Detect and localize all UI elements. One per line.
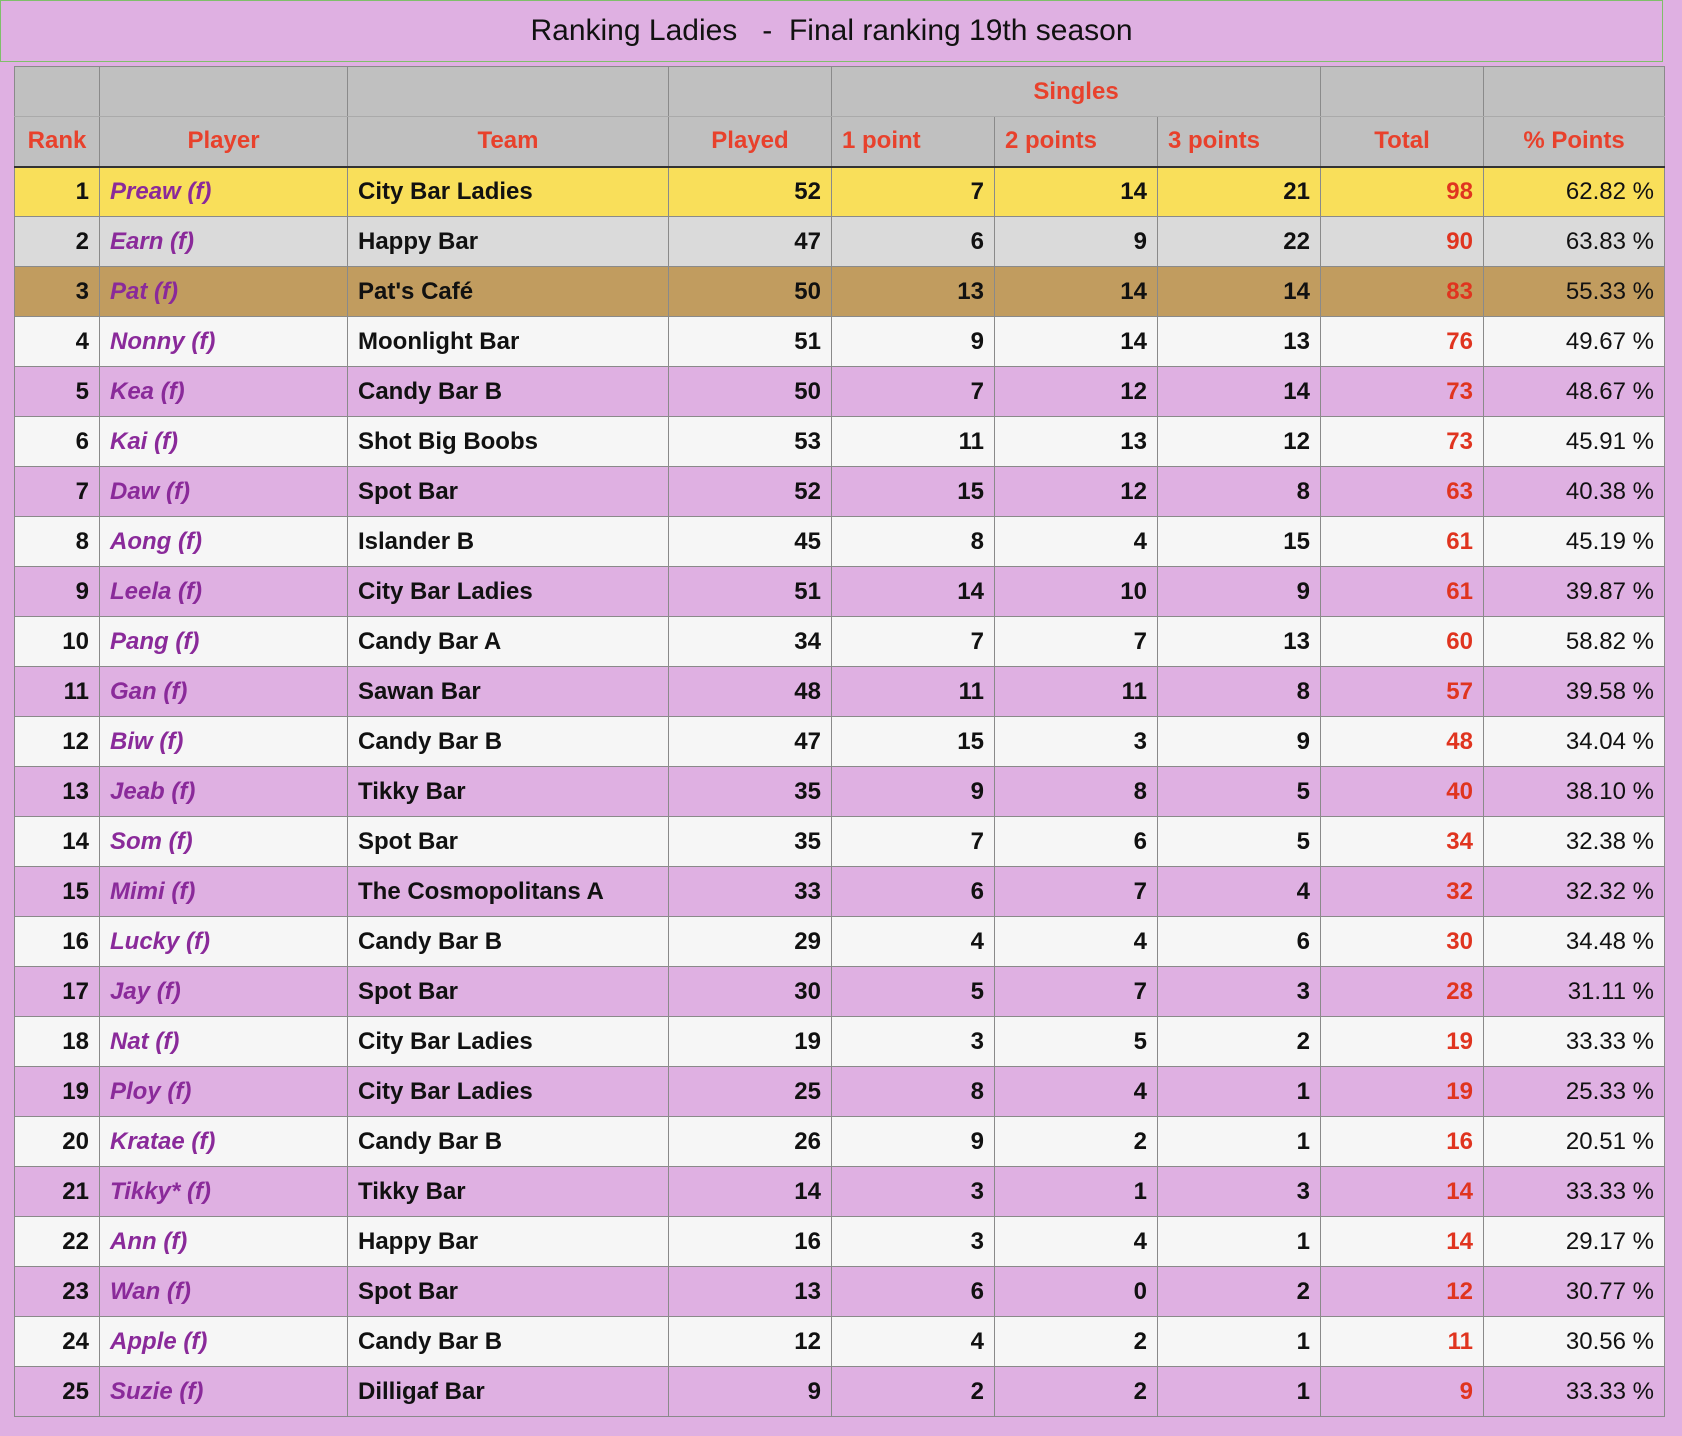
total-cell: 76 xyxy=(1321,317,1484,367)
total-cell: 12 xyxy=(1321,1267,1484,1317)
table-row[interactable] xyxy=(15,1167,1665,1217)
player-cell: Wan (f) xyxy=(100,1267,348,1317)
player-cell: Kai (f) xyxy=(100,417,348,467)
three-points-cell: 3 xyxy=(1158,1167,1321,1217)
pct-points-cell: 33.33 % xyxy=(1484,1167,1665,1217)
team-cell: Tikky Bar xyxy=(348,767,669,817)
one-point-cell: 7 xyxy=(832,817,995,867)
two-points-cell: 7 xyxy=(995,867,1158,917)
page-title: Ranking Ladies - Final ranking 19th season xyxy=(0,0,1663,62)
header-player[interactable]: Player xyxy=(100,117,348,167)
played-cell: 35 xyxy=(669,817,832,867)
two-points-cell: 12 xyxy=(995,467,1158,517)
table-row[interactable] xyxy=(15,467,1665,517)
header-blank xyxy=(1321,67,1484,117)
player-cell: Biw (f) xyxy=(100,717,348,767)
one-point-cell: 11 xyxy=(832,667,995,717)
one-point-cell: 8 xyxy=(832,517,995,567)
rank-cell: 3 xyxy=(15,267,100,317)
team-cell: Spot Bar xyxy=(348,817,669,867)
three-points-cell: 1 xyxy=(1158,1067,1321,1117)
table-row[interactable] xyxy=(15,167,1665,217)
header-played[interactable]: Played xyxy=(669,117,832,167)
pct-points-cell: 29.17 % xyxy=(1484,1217,1665,1267)
one-point-cell: 6 xyxy=(832,867,995,917)
rank-cell: 19 xyxy=(15,1067,100,1117)
played-cell: 35 xyxy=(669,767,832,817)
team-cell: Candy Bar B xyxy=(348,367,669,417)
player-cell: Nonny (f) xyxy=(100,317,348,367)
player-cell: Kratae (f) xyxy=(100,1117,348,1167)
total-cell: 48 xyxy=(1321,717,1484,767)
pct-points-cell: 33.33 % xyxy=(1484,1017,1665,1067)
team-cell: City Bar Ladies xyxy=(348,1017,669,1067)
three-points-cell: 4 xyxy=(1158,867,1321,917)
team-cell: Sawan Bar xyxy=(348,667,669,717)
played-cell: 25 xyxy=(669,1067,832,1117)
played-cell: 50 xyxy=(669,367,832,417)
pct-points-cell: 34.48 % xyxy=(1484,917,1665,967)
rank-cell: 11 xyxy=(15,667,100,717)
team-cell: Spot Bar xyxy=(348,467,669,517)
played-cell: 50 xyxy=(669,267,832,317)
team-cell: City Bar Ladies xyxy=(348,167,669,217)
pct-points-cell: 48.67 % xyxy=(1484,367,1665,417)
played-cell: 16 xyxy=(669,1217,832,1267)
team-cell: Dilligaf Bar xyxy=(348,1367,669,1417)
total-cell: 61 xyxy=(1321,567,1484,617)
three-points-cell: 5 xyxy=(1158,817,1321,867)
table-row[interactable] xyxy=(15,767,1665,817)
rank-cell: 13 xyxy=(15,767,100,817)
ranking-table xyxy=(14,66,1665,1417)
played-cell: 53 xyxy=(669,417,832,467)
team-cell: Candy Bar A xyxy=(348,617,669,667)
rank-cell: 1 xyxy=(15,167,100,217)
rank-cell: 8 xyxy=(15,517,100,567)
three-points-cell: 1 xyxy=(1158,1217,1321,1267)
two-points-cell: 4 xyxy=(995,517,1158,567)
two-points-cell: 2 xyxy=(995,1367,1158,1417)
pct-points-cell: 30.56 % xyxy=(1484,1317,1665,1367)
total-cell: 90 xyxy=(1321,217,1484,267)
pct-points-cell: 20.51 % xyxy=(1484,1117,1665,1167)
table-row[interactable] xyxy=(15,1117,1665,1167)
team-cell: City Bar Ladies xyxy=(348,567,669,617)
pct-points-cell: 25.33 % xyxy=(1484,1067,1665,1117)
two-points-cell: 0 xyxy=(995,1267,1158,1317)
one-point-cell: 6 xyxy=(832,217,995,267)
pct-points-cell: 31.11 % xyxy=(1484,967,1665,1017)
team-cell: Candy Bar B xyxy=(348,1317,669,1367)
three-points-cell: 1 xyxy=(1158,1317,1321,1367)
two-points-cell: 14 xyxy=(995,317,1158,367)
rank-cell: 17 xyxy=(15,967,100,1017)
player-cell: Pang (f) xyxy=(100,617,348,667)
table-row[interactable] xyxy=(15,267,1665,317)
pct-points-cell: 58.82 % xyxy=(1484,617,1665,667)
played-cell: 34 xyxy=(669,617,832,667)
total-cell: 19 xyxy=(1321,1017,1484,1067)
team-cell: Candy Bar B xyxy=(348,917,669,967)
total-cell: 57 xyxy=(1321,667,1484,717)
two-points-cell: 1 xyxy=(995,1167,1158,1217)
rank-cell: 24 xyxy=(15,1317,100,1367)
player-cell: Gan (f) xyxy=(100,667,348,717)
total-cell: 9 xyxy=(1321,1367,1484,1417)
pct-points-cell: 49.67 % xyxy=(1484,317,1665,367)
header-pct-points[interactable]: % Points xyxy=(1484,117,1665,167)
two-points-cell: 6 xyxy=(995,817,1158,867)
pct-points-cell: 62.82 % xyxy=(1484,167,1665,217)
team-cell: Shot Big Boobs xyxy=(348,417,669,467)
pct-points-cell: 32.32 % xyxy=(1484,867,1665,917)
player-cell: Leela (f) xyxy=(100,567,348,617)
rank-cell: 21 xyxy=(15,1167,100,1217)
rank-cell: 14 xyxy=(15,817,100,867)
header-team[interactable]: Team xyxy=(348,117,669,167)
two-points-cell: 7 xyxy=(995,967,1158,1017)
header-blank xyxy=(1484,67,1665,117)
player-cell: Kea (f) xyxy=(100,367,348,417)
one-point-cell: 11 xyxy=(832,417,995,467)
played-cell: 9 xyxy=(669,1367,832,1417)
total-cell: 14 xyxy=(1321,1217,1484,1267)
player-cell: Pat (f) xyxy=(100,267,348,317)
rank-cell: 7 xyxy=(15,467,100,517)
table-row[interactable] xyxy=(15,1267,1665,1317)
two-points-cell: 4 xyxy=(995,1067,1158,1117)
one-point-cell: 7 xyxy=(832,617,995,667)
three-points-cell: 8 xyxy=(1158,467,1321,517)
total-cell: 19 xyxy=(1321,1067,1484,1117)
rank-cell: 23 xyxy=(15,1267,100,1317)
played-cell: 12 xyxy=(669,1317,832,1367)
three-points-cell: 1 xyxy=(1158,1117,1321,1167)
pct-points-cell: 45.91 % xyxy=(1484,417,1665,467)
two-points-cell: 9 xyxy=(995,217,1158,267)
three-points-cell: 3 xyxy=(1158,967,1321,1017)
header-1-point[interactable]: 1 point xyxy=(832,117,995,167)
one-point-cell: 15 xyxy=(832,467,995,517)
team-cell: Candy Bar B xyxy=(348,1117,669,1167)
header-row xyxy=(15,117,1665,167)
pct-points-cell: 55.33 % xyxy=(1484,267,1665,317)
one-point-cell: 8 xyxy=(832,1067,995,1117)
three-points-cell: 8 xyxy=(1158,667,1321,717)
three-points-cell: 13 xyxy=(1158,617,1321,667)
played-cell: 51 xyxy=(669,567,832,617)
total-cell: 60 xyxy=(1321,617,1484,667)
player-cell: Jay (f) xyxy=(100,967,348,1017)
two-points-cell: 2 xyxy=(995,1117,1158,1167)
three-points-cell: 12 xyxy=(1158,417,1321,467)
three-points-cell: 2 xyxy=(1158,1017,1321,1067)
one-point-cell: 3 xyxy=(832,1217,995,1267)
header-singles-group: Singles xyxy=(832,67,1321,117)
two-points-cell: 5 xyxy=(995,1017,1158,1067)
two-points-cell: 2 xyxy=(995,1317,1158,1367)
one-point-cell: 14 xyxy=(832,567,995,617)
rank-cell: 18 xyxy=(15,1017,100,1067)
team-cell: Happy Bar xyxy=(348,1217,669,1267)
one-point-cell: 4 xyxy=(832,1317,995,1367)
rank-cell: 20 xyxy=(15,1117,100,1167)
three-points-cell: 1 xyxy=(1158,1367,1321,1417)
three-points-cell: 5 xyxy=(1158,767,1321,817)
total-cell: 83 xyxy=(1321,267,1484,317)
team-cell: Candy Bar B xyxy=(348,717,669,767)
two-points-cell: 14 xyxy=(995,267,1158,317)
two-points-cell: 13 xyxy=(995,417,1158,467)
player-cell: Suzie (f) xyxy=(100,1367,348,1417)
team-cell: Spot Bar xyxy=(348,1267,669,1317)
header-2-points[interactable]: 2 points xyxy=(995,117,1158,167)
rank-cell: 12 xyxy=(15,717,100,767)
played-cell: 33 xyxy=(669,867,832,917)
pct-points-cell: 32.38 % xyxy=(1484,817,1665,867)
two-points-cell: 7 xyxy=(995,617,1158,667)
three-points-cell: 14 xyxy=(1158,267,1321,317)
player-cell: Mimi (f) xyxy=(100,867,348,917)
three-points-cell: 13 xyxy=(1158,317,1321,367)
total-cell: 40 xyxy=(1321,767,1484,817)
one-point-cell: 9 xyxy=(832,1117,995,1167)
team-cell: Happy Bar xyxy=(348,217,669,267)
table-row[interactable] xyxy=(15,1017,1665,1067)
total-cell: 28 xyxy=(1321,967,1484,1017)
header-blank xyxy=(348,67,669,117)
player-cell: Nat (f) xyxy=(100,1017,348,1067)
two-points-cell: 10 xyxy=(995,567,1158,617)
pct-points-cell: 45.19 % xyxy=(1484,517,1665,567)
total-cell: 30 xyxy=(1321,917,1484,967)
pct-points-cell: 40.38 % xyxy=(1484,467,1665,517)
played-cell: 47 xyxy=(669,717,832,767)
table-row[interactable] xyxy=(15,617,1665,667)
player-cell: Preaw (f) xyxy=(100,167,348,217)
pct-points-cell: 34.04 % xyxy=(1484,717,1665,767)
played-cell: 29 xyxy=(669,917,832,967)
total-cell: 16 xyxy=(1321,1117,1484,1167)
player-cell: Som (f) xyxy=(100,817,348,867)
table-row[interactable] xyxy=(15,1067,1665,1117)
header-3-points[interactable]: 3 points xyxy=(1158,117,1321,167)
table-row[interactable] xyxy=(15,917,1665,967)
player-cell: Ann (f) xyxy=(100,1217,348,1267)
table-row[interactable] xyxy=(15,367,1665,417)
one-point-cell: 13 xyxy=(832,267,995,317)
one-point-cell: 3 xyxy=(832,1017,995,1067)
three-points-cell: 21 xyxy=(1158,167,1321,217)
total-cell: 32 xyxy=(1321,867,1484,917)
played-cell: 52 xyxy=(669,167,832,217)
header-blank xyxy=(100,67,348,117)
played-cell: 51 xyxy=(669,317,832,367)
played-cell: 45 xyxy=(669,517,832,567)
table-row[interactable] xyxy=(15,317,1665,367)
total-cell: 14 xyxy=(1321,1167,1484,1217)
one-point-cell: 7 xyxy=(832,167,995,217)
total-cell: 11 xyxy=(1321,1317,1484,1367)
one-point-cell: 15 xyxy=(832,717,995,767)
two-points-cell: 14 xyxy=(995,167,1158,217)
table-row[interactable] xyxy=(15,517,1665,567)
team-cell: Tikky Bar xyxy=(348,1167,669,1217)
table-row[interactable] xyxy=(15,1317,1665,1367)
player-cell: Apple (f) xyxy=(100,1317,348,1367)
played-cell: 13 xyxy=(669,1267,832,1317)
total-cell: 73 xyxy=(1321,367,1484,417)
header-total[interactable]: Total xyxy=(1321,117,1484,167)
total-cell: 73 xyxy=(1321,417,1484,467)
rank-cell: 9 xyxy=(15,567,100,617)
pct-points-cell: 39.58 % xyxy=(1484,667,1665,717)
total-cell: 98 xyxy=(1321,167,1484,217)
header-blank xyxy=(15,67,100,117)
played-cell: 52 xyxy=(669,467,832,517)
one-point-cell: 5 xyxy=(832,967,995,1017)
three-points-cell: 9 xyxy=(1158,717,1321,767)
table-row[interactable] xyxy=(15,717,1665,767)
pct-points-cell: 39.87 % xyxy=(1484,567,1665,617)
rank-cell: 6 xyxy=(15,417,100,467)
three-points-cell: 15 xyxy=(1158,517,1321,567)
team-cell: The Cosmopolitans A xyxy=(348,867,669,917)
played-cell: 26 xyxy=(669,1117,832,1167)
rank-cell: 22 xyxy=(15,1217,100,1267)
table-row[interactable] xyxy=(15,867,1665,917)
two-points-cell: 8 xyxy=(995,767,1158,817)
played-cell: 30 xyxy=(669,967,832,1017)
total-cell: 61 xyxy=(1321,517,1484,567)
rank-cell: 25 xyxy=(15,1367,100,1417)
header-blank xyxy=(669,67,832,117)
rank-cell: 10 xyxy=(15,617,100,667)
player-cell: Jeab (f) xyxy=(100,767,348,817)
table-row[interactable] xyxy=(15,217,1665,267)
team-cell: Islander B xyxy=(348,517,669,567)
team-cell: Moonlight Bar xyxy=(348,317,669,367)
played-cell: 48 xyxy=(669,667,832,717)
one-point-cell: 7 xyxy=(832,367,995,417)
three-points-cell: 6 xyxy=(1158,917,1321,967)
table-row[interactable] xyxy=(15,967,1665,1017)
two-points-cell: 4 xyxy=(995,917,1158,967)
total-cell: 34 xyxy=(1321,817,1484,867)
two-points-cell: 11 xyxy=(995,667,1158,717)
total-cell: 63 xyxy=(1321,467,1484,517)
one-point-cell: 3 xyxy=(832,1167,995,1217)
rank-cell: 4 xyxy=(15,317,100,367)
header-rank[interactable]: Rank xyxy=(15,117,100,167)
table-row[interactable] xyxy=(15,1217,1665,1267)
pct-points-cell: 38.10 % xyxy=(1484,767,1665,817)
two-points-cell: 12 xyxy=(995,367,1158,417)
pct-points-cell: 33.33 % xyxy=(1484,1367,1665,1417)
rank-cell: 5 xyxy=(15,367,100,417)
three-points-cell: 22 xyxy=(1158,217,1321,267)
three-points-cell: 14 xyxy=(1158,367,1321,417)
player-cell: Ploy (f) xyxy=(100,1067,348,1117)
table-row[interactable] xyxy=(15,417,1665,467)
team-cell: Spot Bar xyxy=(348,967,669,1017)
table-row[interactable] xyxy=(15,567,1665,617)
rank-cell: 16 xyxy=(15,917,100,967)
one-point-cell: 6 xyxy=(832,1267,995,1317)
rank-cell: 2 xyxy=(15,217,100,267)
player-cell: Daw (f) xyxy=(100,467,348,517)
table-row[interactable] xyxy=(15,817,1665,867)
table-row[interactable] xyxy=(15,667,1665,717)
pct-points-cell: 30.77 % xyxy=(1484,1267,1665,1317)
pct-points-cell: 63.83 % xyxy=(1484,217,1665,267)
rank-cell: 15 xyxy=(15,867,100,917)
player-cell: Earn (f) xyxy=(100,217,348,267)
played-cell: 14 xyxy=(669,1167,832,1217)
played-cell: 47 xyxy=(669,217,832,267)
player-cell: Lucky (f) xyxy=(100,917,348,967)
player-cell: Tikky* (f) xyxy=(100,1167,348,1217)
table-row[interactable] xyxy=(15,1367,1665,1417)
one-point-cell: 4 xyxy=(832,917,995,967)
two-points-cell: 4 xyxy=(995,1217,1158,1267)
three-points-cell: 9 xyxy=(1158,567,1321,617)
player-cell: Aong (f) xyxy=(100,517,348,567)
one-point-cell: 9 xyxy=(832,317,995,367)
played-cell: 19 xyxy=(669,1017,832,1067)
team-cell: City Bar Ladies xyxy=(348,1067,669,1117)
team-cell: Pat's Café xyxy=(348,267,669,317)
one-point-cell: 9 xyxy=(832,767,995,817)
two-points-cell: 3 xyxy=(995,717,1158,767)
one-point-cell: 2 xyxy=(832,1367,995,1417)
three-points-cell: 2 xyxy=(1158,1267,1321,1317)
header-group-row xyxy=(15,67,1665,117)
